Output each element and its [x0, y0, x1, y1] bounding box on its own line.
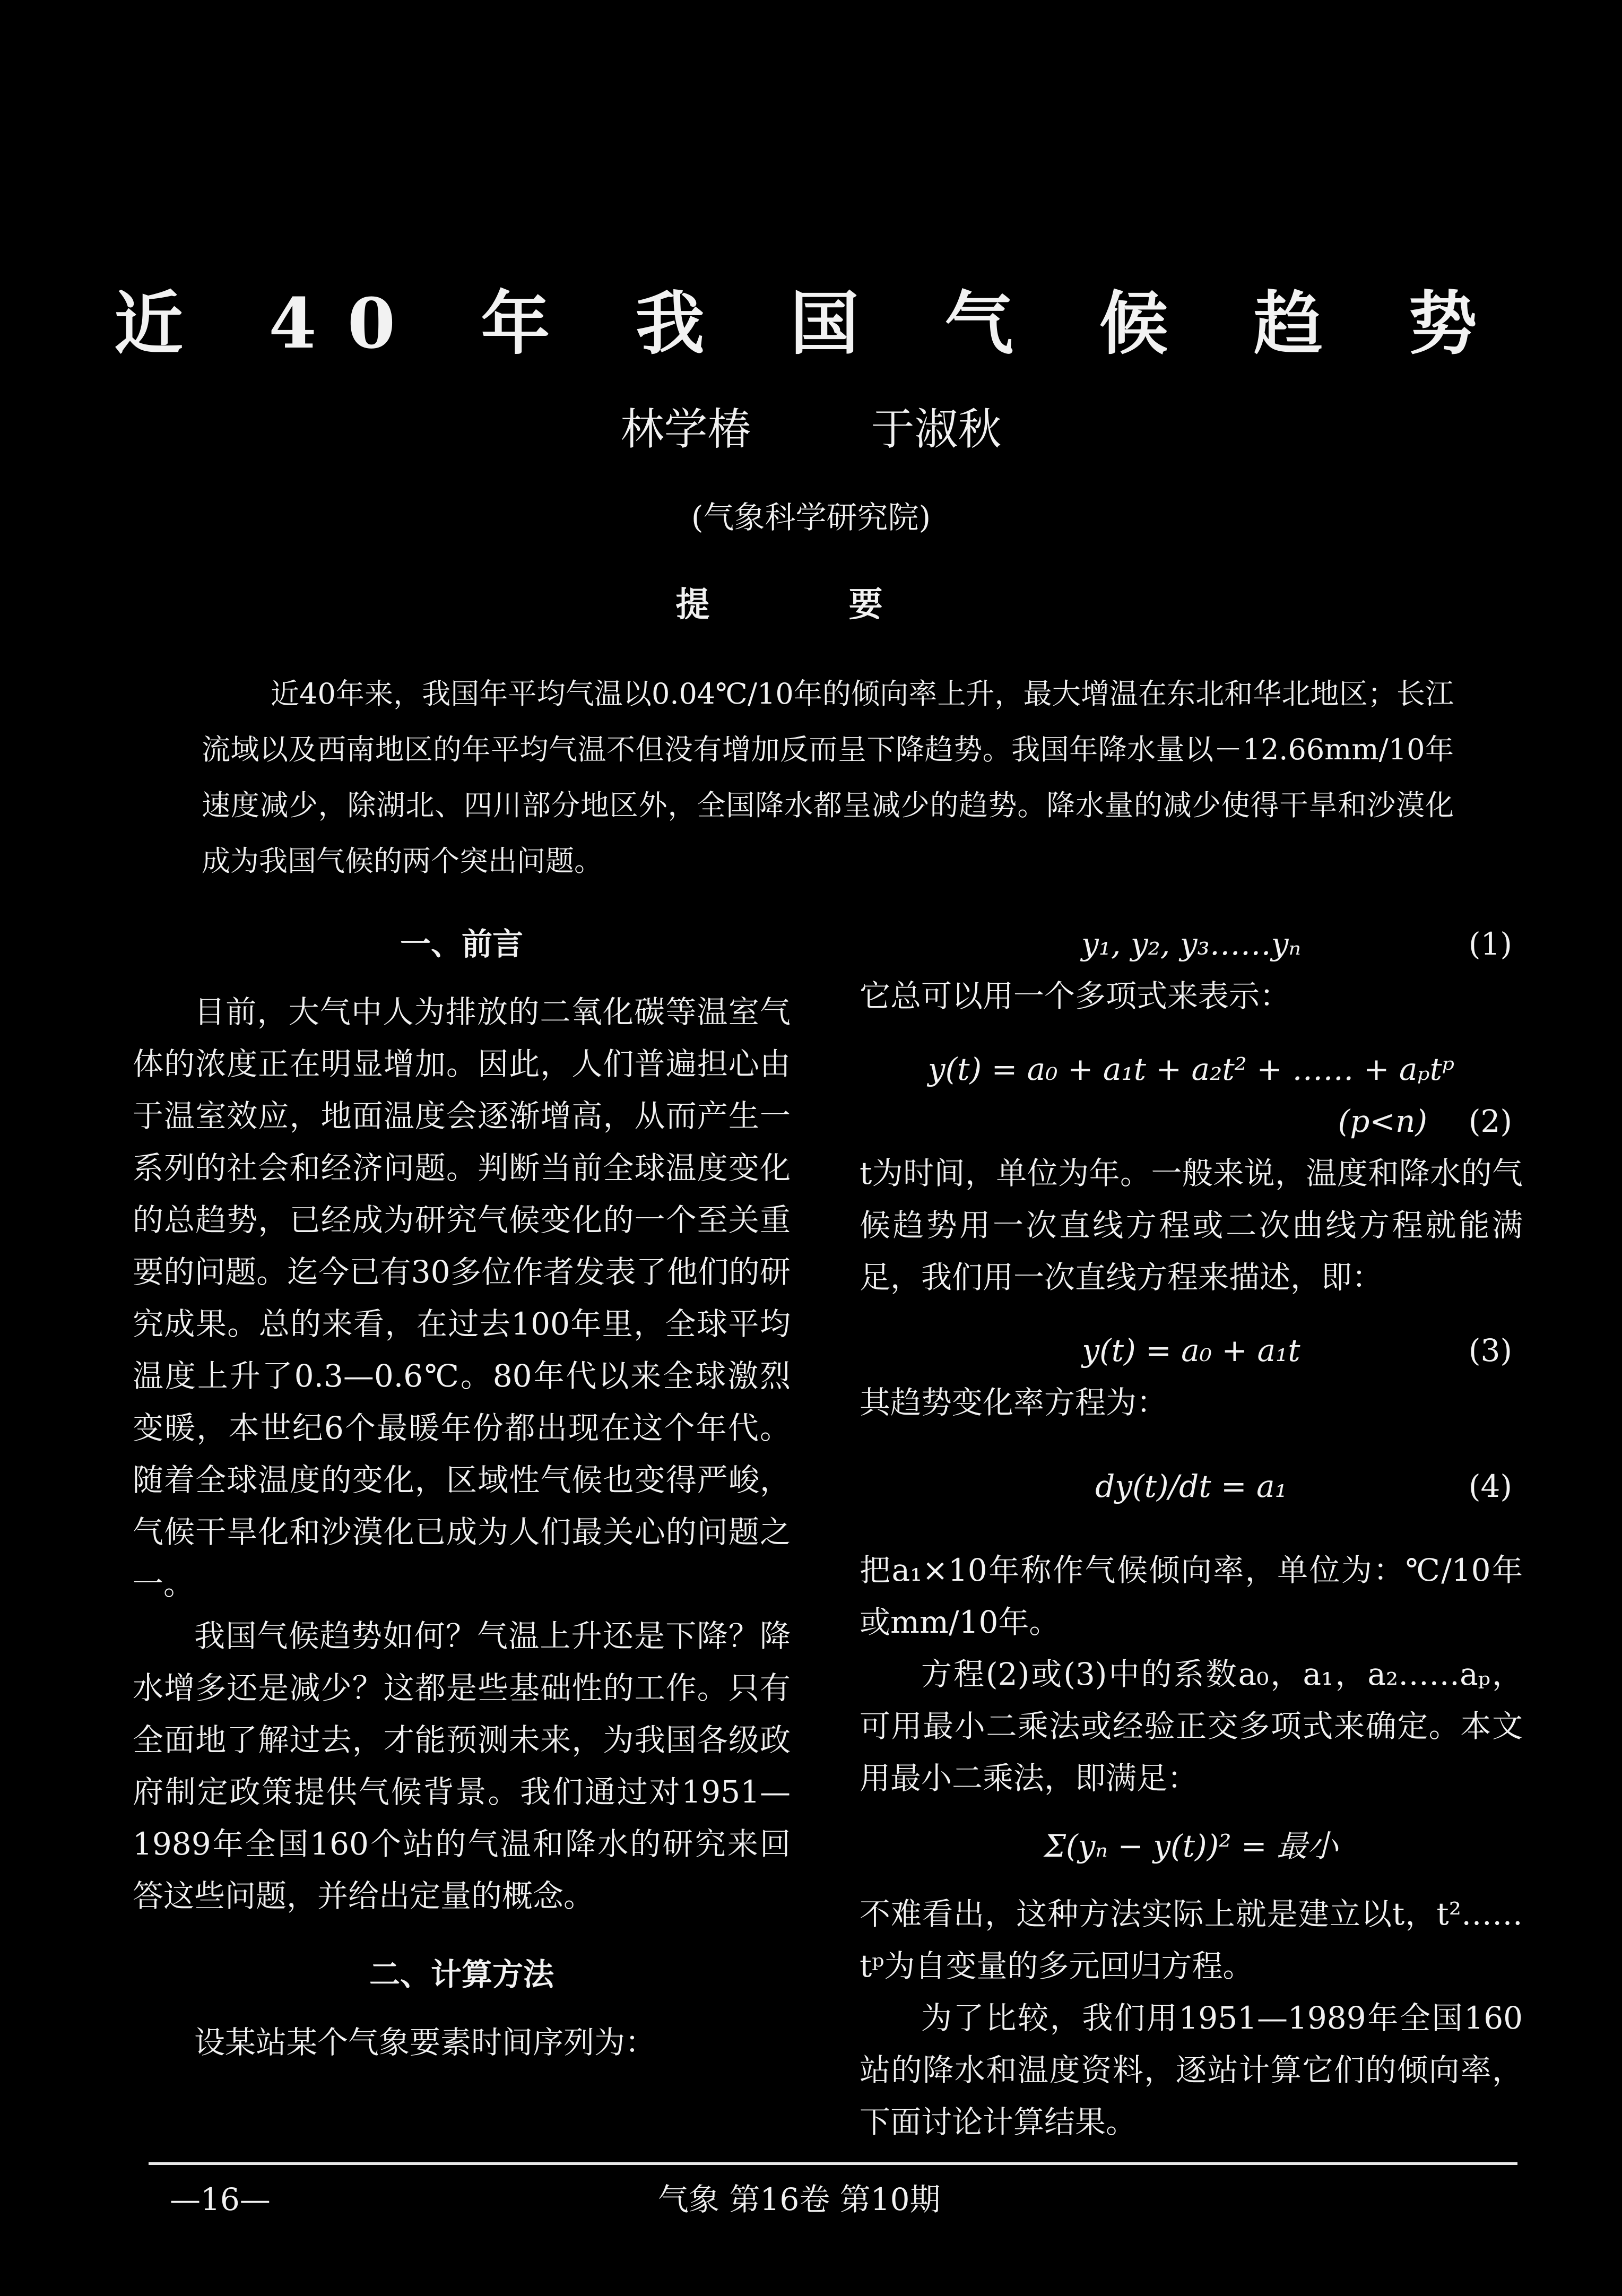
equation-text: y₁, y₂, y₃……yₙ [1081, 926, 1302, 962]
abstract-heading: 提 要 [675, 585, 947, 625]
right-column [860, 918, 1523, 2148]
paragraph: 为了比较，我们用1951—1989年全国160站的降水和温度资料，逐站计算它们的倾向率，下面讨论计算结果。 [860, 2000, 1523, 2140]
equation-number: (3) [1468, 1332, 1512, 1368]
paragraph: 不难看出，这种方法实际上就是建立以t，t²……tᵖ为自变量的多元回归方程。 [860, 1896, 1523, 1984]
equation-2-condition-line [860, 1095, 1523, 1147]
footer-rule [149, 2162, 1517, 2165]
equation-1 [860, 918, 1523, 970]
section-heading-method: 二、计算方法 [369, 1956, 554, 1992]
paragraph: t为时间，单位为年。一般来说，温度和降水的气候趋势用一次直线方程或二次曲线方程就能满足，我们用一次直线方程来描述，即： [860, 1155, 1523, 1295]
equation-3 [860, 1324, 1523, 1376]
equation-5 [860, 1820, 1523, 1872]
equation-text: dy(t)/dt = a₁ [1095, 1468, 1287, 1504]
paragraph: 目前，大气中人为排放的二氧化碳等温室气体的浓度正在明显增加。因此，人们普遍担心由于温室效应，地面温度会逐渐增高，从而产生一系列的社会和经济问题。判断当前全球温度变化的总趋势，已经成为研究气候变化的一个至关重要的问题。迄今已有30多位作者发表了他们的研究成果。总的来看，在过去100年里，全球平均温度上升了0.3—0.6℃。80年代以来全球激烈变暖，本世纪6个最暖年份都出现在这个年代。随着全球温度的变化，区域性气候也变得严峻，气候干旱化和沙漠化已成为人们最关心的问题之一。 [133, 994, 791, 1602]
paragraph: 其趋势变化率方程为： [860, 1384, 1168, 1420]
author-list [0, 398, 1622, 462]
equation-text: Σ(yₙ − y(t))² = 最小 [1044, 1828, 1339, 1864]
paragraph: 把a₁×10年称作气候倾向率，单位为：℃/10年或mm/10年。 [860, 1552, 1523, 1640]
article-title: 近 40 年 我 国 气 候 趋 势 [114, 283, 1508, 364]
equation-text: y(t) = a₀ + a₁t + a₂t² + …… + aₚtᵖ [927, 1051, 1455, 1087]
journal-citation: 气象 第16卷 第10期 [658, 2181, 941, 2217]
equation-4 [860, 1460, 1523, 1512]
affiliation: (气象科学研究院) [691, 499, 931, 535]
paragraph: 方程(2)或(3)中的系数a₀，a₁，a₂……aₚ，可用最小二乘法或经验正交多项式来确定。本文用最小二乘法，即满足： [860, 1656, 1523, 1796]
page-number: —16— [170, 2181, 271, 2217]
equation-number: (1) [1468, 926, 1512, 962]
author-name: 林学椿 [620, 404, 751, 455]
paragraph: 我国气候趋势如何？气温上升还是下降？降水增多还是减少？这都是些基础性的工作。只有全面地了解过去，才能预测未来，为我国各级政府制定政策提供气候背景。我们通过对1951—1989年全国160个站的气温和降水的研究来回答这些问题，并给出定量的概念。 [133, 1618, 791, 1914]
equation-text: y(t) = a₀ + a₁t [1082, 1332, 1300, 1368]
author-name: 于淑秋 [871, 404, 1002, 455]
left-column [133, 918, 791, 2068]
equation-number: (2) [1468, 1103, 1512, 1139]
section-heading-intro: 一、前言 [400, 926, 523, 962]
abstract-text: 近40年来，我国年平均气温以0.04℃/10年的倾向率上升，最大增温在东北和华北地区；长江流域以及西南地区的年平均气温不但没有增加反而呈下降趋势。我国年降水量以－12.66mm/10年速度减少，除湖北、四川部分地区外，全国降水都呈减少的趋势。降水量的减少使得干旱和沙漠化成为我国气候的两个突出问题。 [202, 677, 1454, 878]
paragraph: 设某站某个气象要素时间序列为： [194, 2024, 656, 2060]
equation-number: (4) [1468, 1468, 1512, 1504]
equation-2 [860, 1043, 1523, 1095]
paragraph: 它总可以用一个多项式来表示： [860, 978, 1291, 1014]
equation-condition: (p<n) [1338, 1103, 1427, 1139]
